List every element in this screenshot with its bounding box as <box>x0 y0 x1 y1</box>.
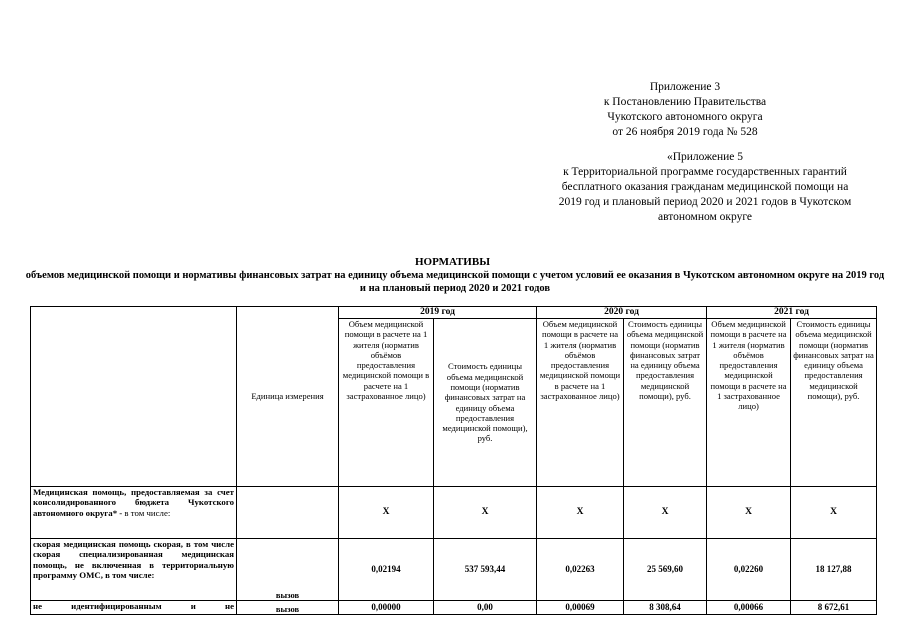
row-unit: вызов <box>237 539 339 601</box>
value-cell: 0,02260 <box>707 539 791 601</box>
table-row <box>31 601 877 615</box>
row-name-bold: Медицинская помощь, предоставляемая за счет консолидированного бюджета Чукотского автономного округа* - <box>33 487 234 518</box>
table-row <box>31 487 877 539</box>
document-subheading: объемов медицинской помощи и нормативы финансовых затрат на единицу объема медицинской помощи с учетом условий ее оказания в Чукотском автономном округе на 2019 год и на плановый период 2020 и 2021 годов <box>25 270 885 294</box>
value-cell: 8 672,61 <box>791 601 877 615</box>
appendix-line: Приложение 3 <box>649 81 721 93</box>
appendix-line: «Приложение 5 <box>666 151 744 163</box>
value-cell: 0,00069 <box>537 601 624 615</box>
norms-table <box>30 306 877 615</box>
row-name <box>31 601 237 615</box>
name-header-cell <box>31 307 237 487</box>
appendix-line: бесплатного оказания гражданам медицинской помощи на <box>561 181 849 193</box>
row-name-bold: скорая медицинская помощь скорая, в том числе скорая специализированная медицинская помощь, не включенная в территориальную программу ОМС, в том числе: <box>33 539 234 580</box>
row-name <box>31 539 237 601</box>
table-header-row <box>31 307 877 319</box>
value-cell: Х <box>624 487 707 539</box>
value-cell: 537 593,44 <box>434 539 537 601</box>
value-cell: Х <box>537 487 624 539</box>
row-unit <box>237 487 339 539</box>
cost-header-2019: Стоимость единицы объема медицинской помощи (норматив финансовых затрат на единицу объема предоставления медицинской помощи), руб. <box>434 319 537 487</box>
value-cell: 0,00000 <box>339 601 434 615</box>
appendix-line: автономном округе <box>657 211 753 223</box>
value-cell: 0,02263 <box>537 539 624 601</box>
appendix-line: от 26 ноября 2019 года № 528 <box>612 126 758 138</box>
appendix-5-header <box>520 150 890 225</box>
value-cell: Х <box>339 487 434 539</box>
document-heading: НОРМАТИВЫ <box>414 256 490 268</box>
row-unit: вызов <box>237 601 339 615</box>
row-name <box>31 487 237 539</box>
row-name-bold: не идентифицированным и не <box>33 601 234 611</box>
appendix-3-header <box>560 80 810 140</box>
value-cell: 25 569,60 <box>624 539 707 601</box>
value-cell: 0,02194 <box>339 539 434 601</box>
value-cell: 8 308,64 <box>624 601 707 615</box>
value-cell: Х <box>434 487 537 539</box>
volume-header-2021: Объем медицинской помощи в расчете на 1 жителя (норматив объёмов предоставления медицинской помощи в расчете на 1 застрахованное лицо) <box>707 319 791 487</box>
row-name-plain: в том числе: <box>122 507 171 518</box>
value-cell: Х <box>707 487 791 539</box>
unit-header: Единица измерения <box>237 307 339 487</box>
value-cell: 0,00 <box>434 601 537 615</box>
appendix-line: 2019 год и плановый период 2020 и 2021 годов в Чукотском <box>558 196 852 208</box>
value-cell: Х <box>791 487 877 539</box>
year-2021-header: 2021 год <box>707 307 877 319</box>
cost-header-2021: Стоимость единицы объема медицинской помощи (норматив финансовых затрат на единицу объема предоставления медицинской помощи), руб. <box>791 319 877 487</box>
appendix-line: к Постановлению Правительства <box>603 96 767 108</box>
table-row <box>31 539 877 601</box>
value-cell: 0,00066 <box>707 601 791 615</box>
year-2019-header: 2019 год <box>339 307 537 319</box>
cost-header-2020: Стоимость единицы объема медицинской помощи (норматив финансовых затрат на единицу объема предоставления медицинской помощи), руб. <box>624 319 707 487</box>
year-2020-header: 2020 год <box>537 307 707 319</box>
value-cell: 18 127,88 <box>791 539 877 601</box>
volume-header-2019: Объем медицинской помощи в расчете на 1 жителя (норматив объёмов предоставления медицинской помощи в расчете на 1 застрахованное лицо) <box>339 319 434 487</box>
volume-header-2020: Объем медицинской помощи в расчете на 1 жителя (норматив объёмов предоставления медицинской помощи в расчете на 1 застрахованное лицо) <box>537 319 624 487</box>
appendix-line: Чукотского автономного округа <box>607 111 763 123</box>
appendix-line: к Территориальной программе государственных гарантий <box>563 166 847 178</box>
